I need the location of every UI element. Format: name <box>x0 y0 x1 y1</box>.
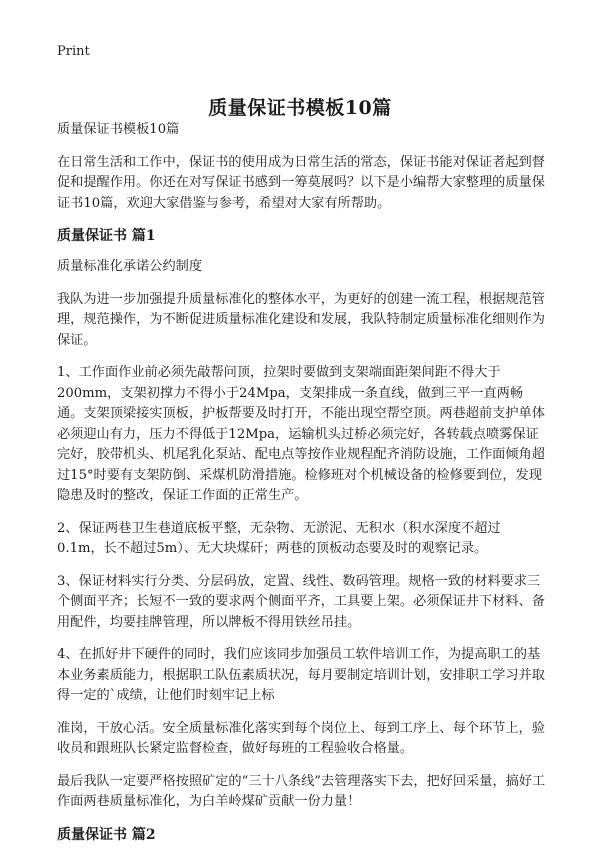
paragraph-closing: 最后我队一定要严格按照矿定的“三十八条线”去管理落实下去，把好回采量，搞好工作面两巷质量标准化，为白羊岭煤矿贡献一份力量！ <box>57 773 546 809</box>
section-heading-1: 质量保证书 篇1 <box>57 228 156 244</box>
intro-paragraph: 在日常生活和工作中，保证书的使用成为日常生活的常态，保证书能对保证者起到督促和提醒作用。你还在对写保证书感到一筹莫展吗？以下是小编帮大家整理的质量保证书10篇，欢迎大家借鉴与参考，希望对大家有所帮助。 <box>57 154 545 211</box>
paragraph-item-4: 4、在抓好井下硬件的同时，我们应该同步加强员工软件培训工作，为提高职工的基本业务素质能力，根据职工队伍素质状况，每月要制定培训计划，安排职工学习并取得一定的`成绩，让他们时刻牢记上标 <box>57 647 545 703</box>
paragraph-item-2: 2、保证两巷卫生巷道底板平整，无杂物、无淤泥、无积水（积水深度不超过0.1m，长不超过5m）、无大块煤矸；两巷的顶板动态要及时的观察记录。 <box>57 520 501 556</box>
subtitle: 质量保证书模板10篇 <box>57 122 180 137</box>
section-heading-2: 质量保证书 篇2 <box>57 826 156 843</box>
paragraph-item-1: 1、工作面作业前必须先敲帮问顶，拉架时要做到支架端面距架间距不得大于200mm，支架初撑力不得小于24Mpa，支架排成一条直线，做到三平一直两畅通。支架顶梁接实顶板，护板帮要及时打开，不能出现空帮空顶。两巷超前支护单体必须迎山有力，压力不得低于12Mpa，运输机头过桥必须完好，各转载点喷雾保证完好，胶带机头、机尾乳化泵站、配电点等按作业规程配齐消防设施，工作面倾角超过15°时要有支架防倒、采煤机防滑措施。检修班对个机械设备的检修要到位，发现隐患及时的整改，保证工作面的正常生产。 <box>57 365 545 503</box>
section-subheading: 质量标准化承诺公约制度 <box>57 259 203 274</box>
paragraph-item-3: 3、保证材料实行分类、分层码放，定置、线性、数码管理。规格一致的材料要求三个侧面平齐；长短不一致的要求两个侧面平齐，工具要上架。必须保证井下材料、备用配件，均要挂牌管理，所以牌板不得用铁丝吊挂。 <box>57 573 545 630</box>
document-body <box>57 120 547 856</box>
print-link[interactable]: Print <box>57 44 90 59</box>
paragraph-item-4-continued: 准岗，干放心活。安全质量标准化落实到每个岗位上、每到工序上、每个环节上，验收员和跟班队长紧定监督检查，做好每班的工程验收合格量。 <box>57 720 545 756</box>
page-title: 质量保证书模板10篇 <box>208 96 392 119</box>
paragraph-preamble: 我队为进一步加强提升质量标准化的整体水平，为更好的创建一流工程，根据规范管理，规范操作，为不断促进质量标准化建设和发展，我队特制定质量标准化细则作为保证。 <box>57 291 545 348</box>
